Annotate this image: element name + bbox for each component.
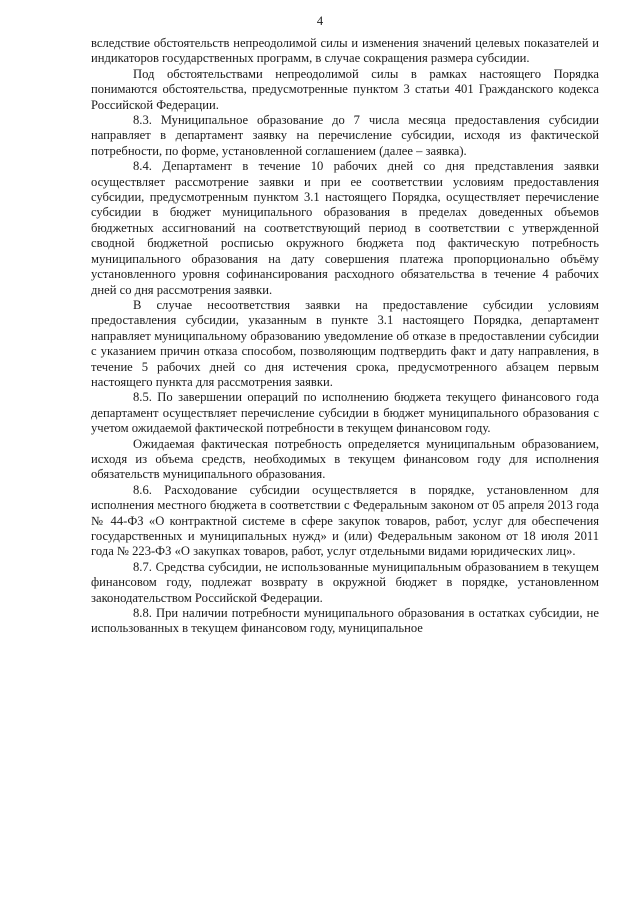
paragraph-8-5: 8.5. По завершении операций по исполнению бюджета текущего финансового года департамент осуществляет перечисление субсидии в бюджет муниципального образования с учетом ожидаемой фактической потребности в текущем финансовом году.	[91, 390, 599, 436]
paragraph-8-3: 8.3. Муниципальное образование до 7 числа месяца предоставления субсидии направляет в департамент заявку на перечисление субсидии, исходя из фактической потребности, по форме, установленной соглашением (далее – заявка).	[91, 113, 599, 158]
paragraph-8-5-expected-need: Ожидаемая фактическая потребность определяется муниципальным образованием, исходя из объема средств, необходимых в текущем финансовом году для исполнения обязательств муниципального образования.	[91, 436, 599, 482]
paragraph-8-8: 8.8. При наличии потребности муниципального образования в остатках субсидии, не использованных в текущем финансовом году, муниципальное	[91, 606, 599, 636]
document-body	[91, 36, 599, 637]
paragraph-8-4-refusal: В случае несоответствия заявки на предоставление субсидии условиям предоставления субсидии, указанным в пункте 3.1 настоящего Порядка, департамент направляет муниципальному образованию уведомление об отказе в предоставлении субсидии с указанием причин отказа способом, позволяющим подтвердить факт и дату направления, в течение 5 рабочих дней со дня истечения срока, предусмотренного абзацем первым настоящего пункта для рассмотрения заявки.	[91, 297, 599, 389]
page-number: 4	[316, 14, 324, 28]
paragraph-8-6: 8.6. Расходование субсидии осуществляется в порядке, установленном для исполнения местного бюджета в соответствии с Федеральным законом от 05 апреля 2013 года № 44-ФЗ «О контрактной системе в сфере закупок товаров, работ, услуг для обеспечения государственных и муниципальных нужд» и (или) Федеральным законом от 18 июля 2011 года № 223-ФЗ «О закупках товаров, работ, услуг отдельными видами юридических лиц».	[91, 482, 599, 559]
paragraph-continuation: вследствие обстоятельств непреодолимой силы и изменения значений целевых показателей и индикаторов государственных программ, в случае сокращения размера субсидии.	[91, 36, 599, 66]
paragraph-8-4: 8.4. Департамент в течение 10 рабочих дней со дня представления заявки осуществляет рассмотрение заявки и при ее соответствии условиям предоставления субсидии, предусмотренным пунктом 3.1 настоящего Порядка, осуществляет перечисление субсидии в бюджет муниципального образования в пределах доведенных объемов бюджетных ассигнований на соответствующий период в соответствии с утвержденной сводной бюджетной росписью окружного бюджета под фактическую потребность муниципального образования на дату совершения платежа пропорционально объёму установленного уровня софинансирования расходного обязательства в течение 4 рабочих дней со дня рассмотрения заявки.	[91, 159, 599, 297]
paragraph-8-7: 8.7. Средства субсидии, не использованные муниципальным образованием в текущем финансовом году, подлежат возврату в окружной бюджет в порядке, установленном законодательством Российской Федерации.	[91, 559, 599, 605]
paragraph-force-majeure: Под обстоятельствами непреодолимой силы в рамках настоящего Порядка понимаются обстоятельства, предусмотренные пунктом 3 статьи 401 Гражданского кодекса Российской Федерации.	[91, 66, 599, 112]
